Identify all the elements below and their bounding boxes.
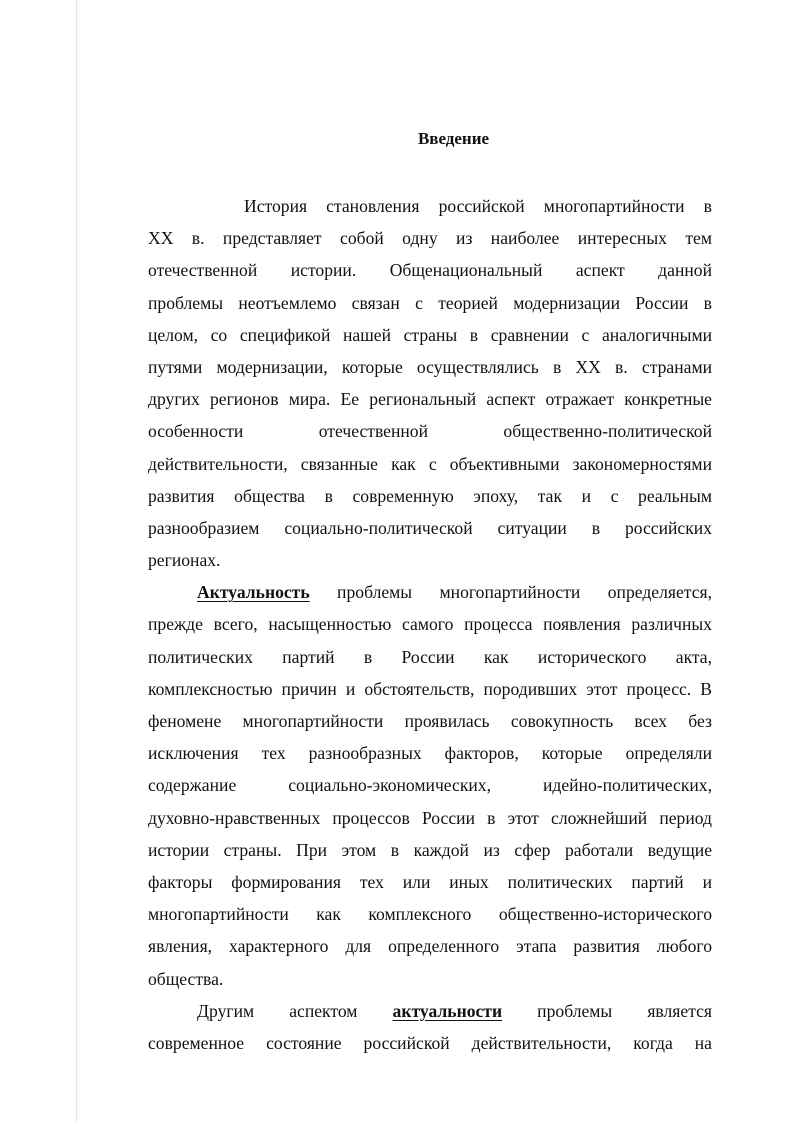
paragraph-3-first-line-text: проблемы является [502,1000,712,1021]
paragraph-1-line: особенности отечественной общественно-политической [148,421,712,442]
paragraph-2-line: содержание социально-экономических, идейно-политических, [148,775,712,796]
paragraph-2-line: явления, характерного для определенного этапа развития любого [148,936,712,957]
paragraph-2-line: исключения тех разнообразных факторов, которые определяли [148,743,712,764]
paragraph-2-line: общества. [148,968,224,989]
paragraph-2-line: политических партий в России как исторического акта, [148,646,712,667]
paragraph-1-line: других регионов мира. Ее региональный аспект отражает конкретные [148,389,712,410]
body-text [148,190,712,1059]
paragraph-2-line: прежде всего, насыщенностью самого процесса появления различных [148,614,712,635]
term-aktualnosti: актуальности [392,1000,503,1021]
paragraph-3-first-line [148,995,712,1027]
paragraph-1-line: История становления российской многопартийности в [244,196,712,216]
paragraph-1-line: отечественной истории. Общенациональный аспект данной [148,260,712,281]
paragraph-2-line: духовно-нравственных процессов России в этот сложнейший период [148,807,712,828]
paragraph-2-line: феномене многопартийности проявилась совокупность всех без [148,711,712,731]
paragraph-2-line: факторы формирования тех или иных политических партий и [148,871,712,892]
paragraph-1-line: развития общества в современную эпоху, так и с реальным [148,485,712,506]
paragraph-2-first-line-text: проблемы многопартийности определяется, [309,582,712,603]
paragraph-3-first-line-start: Другим аспектом [197,1000,393,1021]
term-aktualnost: Актуальность [197,582,310,603]
paragraph-1-line: целом, со спецификой нашей страны в сравнении с аналогичными [148,324,712,345]
paragraph-1-line: проблемы неотъемлемо связан с теорией модернизации России в [148,292,712,313]
paragraph-3-line: современное состояние российской действительности, когда на [148,1032,712,1053]
paragraph-2-first-line [148,576,712,608]
page-title: Введение [417,129,490,148]
paragraph-1-line: регионах. [148,550,221,571]
paragraph-2-line: комплексностью причин и обстоятельств, породивших этот процесс. В [148,678,712,699]
paragraph-2-line: многопартийности как комплексного общественно-исторического [148,904,712,925]
paragraph-1-line: ХХ в. представляет собой одну из наиболее интересных тем [148,228,712,249]
paragraph-1-line: действительности, связанные как с объективными закономерностями [148,453,712,474]
scan-edge-shadow [76,0,77,1122]
paragraph-2-line: истории страны. При этом в каждой из сфер работали ведущие [148,839,712,860]
paragraph-1-line: путями модернизации, которые осуществлялись в ХХ в. странами [148,356,712,377]
paragraph-1-line: разнообразием социально-политической ситуации в российских [148,517,712,538]
